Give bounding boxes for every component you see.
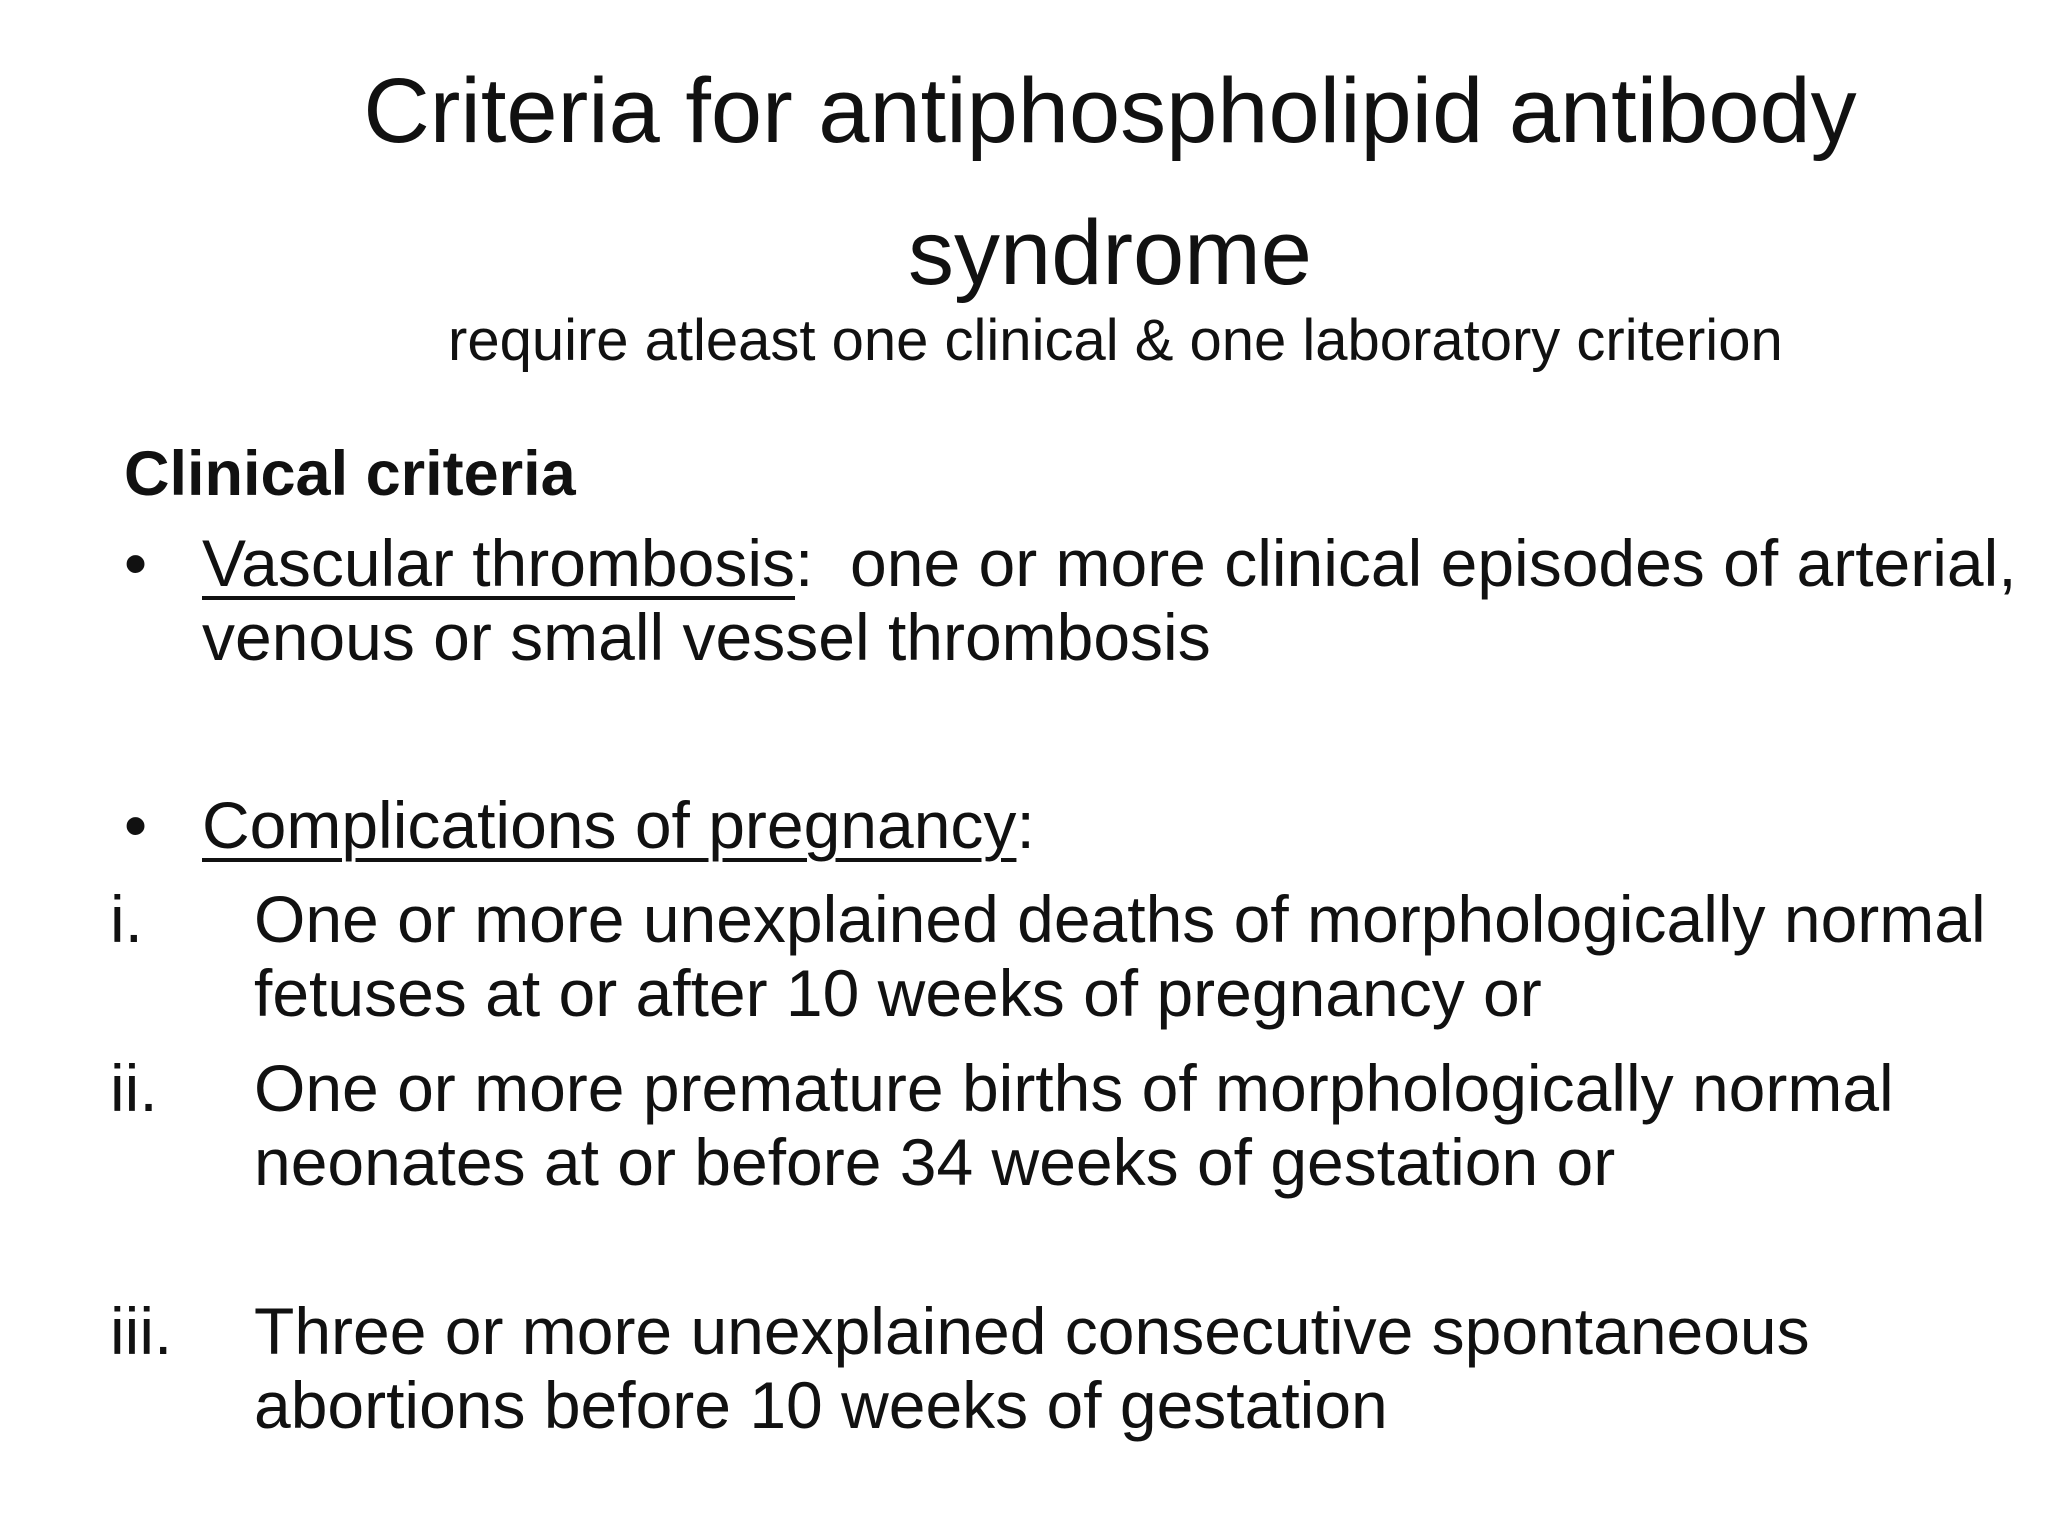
list-item-number: i. <box>110 882 143 956</box>
slide-title: Criteria for antiphospholipid antibody syndrome <box>363 60 1857 304</box>
list-item-number: ii. <box>110 1051 158 1125</box>
bullet-separator: : <box>1016 788 1035 862</box>
slide-subtitle: require atleast one clinical & one laboratory criterion <box>448 308 1783 373</box>
bullet-marker: • <box>124 526 148 600</box>
bullet-body <box>202 788 2022 862</box>
list-item-number: iii. <box>110 1294 173 1368</box>
section-heading: Clinical criteria <box>124 439 576 509</box>
bullet-label: Vascular thrombosis <box>202 526 796 600</box>
list-item-text: Three or more unexplained consecutive spontaneous abortions before 10 weeks of gestation <box>254 1294 1810 1442</box>
bullet-label: Complications of pregnancy <box>202 788 1017 862</box>
bullet-body <box>202 526 2035 674</box>
bullet-separator: : <box>795 526 814 600</box>
list-item-text: One or more unexplained deaths of morphologically normal fetuses at or after 10 weeks of pregnancy or <box>254 882 1986 1030</box>
bullet-marker: • <box>124 788 148 862</box>
bullet-text: one or more clinical episodes of arterial, venous or small vessel thrombosis <box>202 526 2035 674</box>
list-item-text: One or more premature births of morphologically normal neonates at or before 34 weeks of gestation or <box>254 1051 1894 1199</box>
